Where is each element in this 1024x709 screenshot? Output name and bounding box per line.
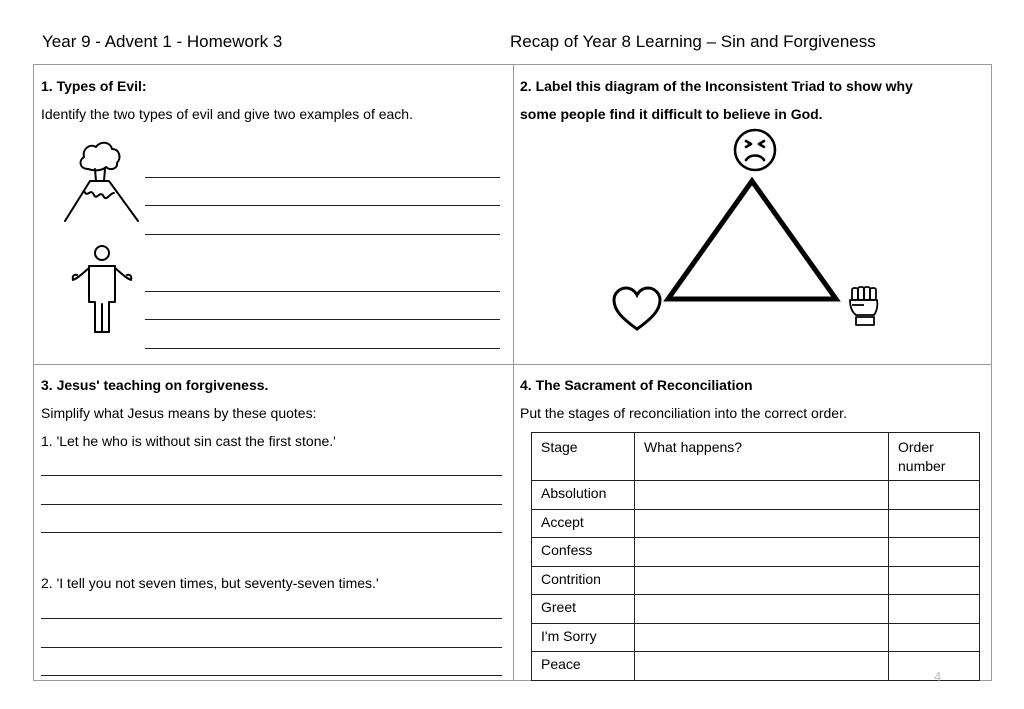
answer-line[interactable] xyxy=(145,348,500,349)
q2-title-line2: some people find it difficult to believe in God. xyxy=(520,106,823,122)
order-number-cell[interactable] xyxy=(889,595,980,624)
table-header-what-happens: What happens? xyxy=(635,433,889,481)
what-happens-cell[interactable] xyxy=(635,623,889,652)
table-row xyxy=(532,566,980,595)
stage-name: Confess xyxy=(532,538,635,567)
what-happens-cell[interactable] xyxy=(635,595,889,624)
person-shrug-icon xyxy=(70,244,134,334)
order-number-cell[interactable] xyxy=(889,509,980,538)
order-number-cell[interactable] xyxy=(889,481,980,510)
volcano-icon xyxy=(62,139,142,225)
reconciliation-table xyxy=(531,432,980,681)
q3-instruction: Simplify what Jesus means by these quotes: xyxy=(41,405,317,421)
order-number-cell[interactable] xyxy=(889,538,980,567)
q1-instruction: Identify the two types of evil and give two examples of each. xyxy=(41,106,413,122)
answer-line[interactable] xyxy=(41,504,502,505)
order-number-cell[interactable] xyxy=(889,623,980,652)
answer-line[interactable] xyxy=(145,205,500,206)
order-number-cell[interactable] xyxy=(889,566,980,595)
fist-icon xyxy=(848,285,880,327)
grid-divider-vertical xyxy=(513,65,514,680)
answer-line[interactable] xyxy=(145,234,500,235)
stage-name: Absolution xyxy=(532,481,635,510)
table-header-stage: Stage xyxy=(532,433,635,481)
page-number: 4 xyxy=(934,669,942,684)
table-row xyxy=(532,623,980,652)
header-right-title: Recap of Year 8 Learning – Sin and Forgiveness xyxy=(510,32,876,51)
answer-line[interactable] xyxy=(145,319,500,320)
q3-quote-1: 1. 'Let he who is without sin cast the first stone.' xyxy=(41,433,336,449)
what-happens-cell[interactable] xyxy=(635,481,889,510)
triad-triangle xyxy=(662,175,842,305)
homework-grid xyxy=(33,64,992,681)
heart-icon xyxy=(612,287,662,333)
stage-name: Peace xyxy=(532,652,635,681)
table-row xyxy=(532,509,980,538)
answer-line[interactable] xyxy=(41,532,502,533)
answer-line[interactable] xyxy=(41,675,502,676)
q3-quote-2: 2. 'I tell you not seven times, but seventy-seven times.' xyxy=(41,575,379,591)
header-left-title: Year 9 - Advent 1 - Homework 3 xyxy=(42,32,283,51)
answer-line[interactable] xyxy=(145,177,500,178)
q2-title-line1: 2. Label this diagram of the Inconsistent Triad to show why xyxy=(520,78,913,94)
answer-line[interactable] xyxy=(41,475,502,476)
q3-title: 3. Jesus' teaching on forgiveness. xyxy=(41,377,269,393)
stage-name: I'm Sorry xyxy=(532,623,635,652)
table-row xyxy=(532,652,980,681)
what-happens-cell[interactable] xyxy=(635,566,889,595)
stage-name: Accept xyxy=(532,509,635,538)
q4-title: 4. The Sacrament of Reconciliation xyxy=(520,377,753,393)
q4-instruction: Put the stages of reconciliation into the correct order. xyxy=(520,405,847,421)
table-row xyxy=(532,595,980,624)
answer-line[interactable] xyxy=(41,647,502,648)
stage-name: Greet xyxy=(532,595,635,624)
answer-line[interactable] xyxy=(145,291,500,292)
sad-face-icon xyxy=(732,127,778,173)
q1-title: 1. Types of Evil: xyxy=(41,78,147,94)
what-happens-cell[interactable] xyxy=(635,538,889,567)
table-header-row xyxy=(532,433,980,481)
table-row xyxy=(532,538,980,567)
what-happens-cell[interactable] xyxy=(635,509,889,538)
stage-name: Contrition xyxy=(532,566,635,595)
table-header-order-number: Order number xyxy=(889,433,980,481)
answer-line[interactable] xyxy=(41,618,502,619)
table-row xyxy=(532,481,980,510)
grid-divider-horizontal xyxy=(34,364,991,365)
what-happens-cell[interactable] xyxy=(635,652,889,681)
